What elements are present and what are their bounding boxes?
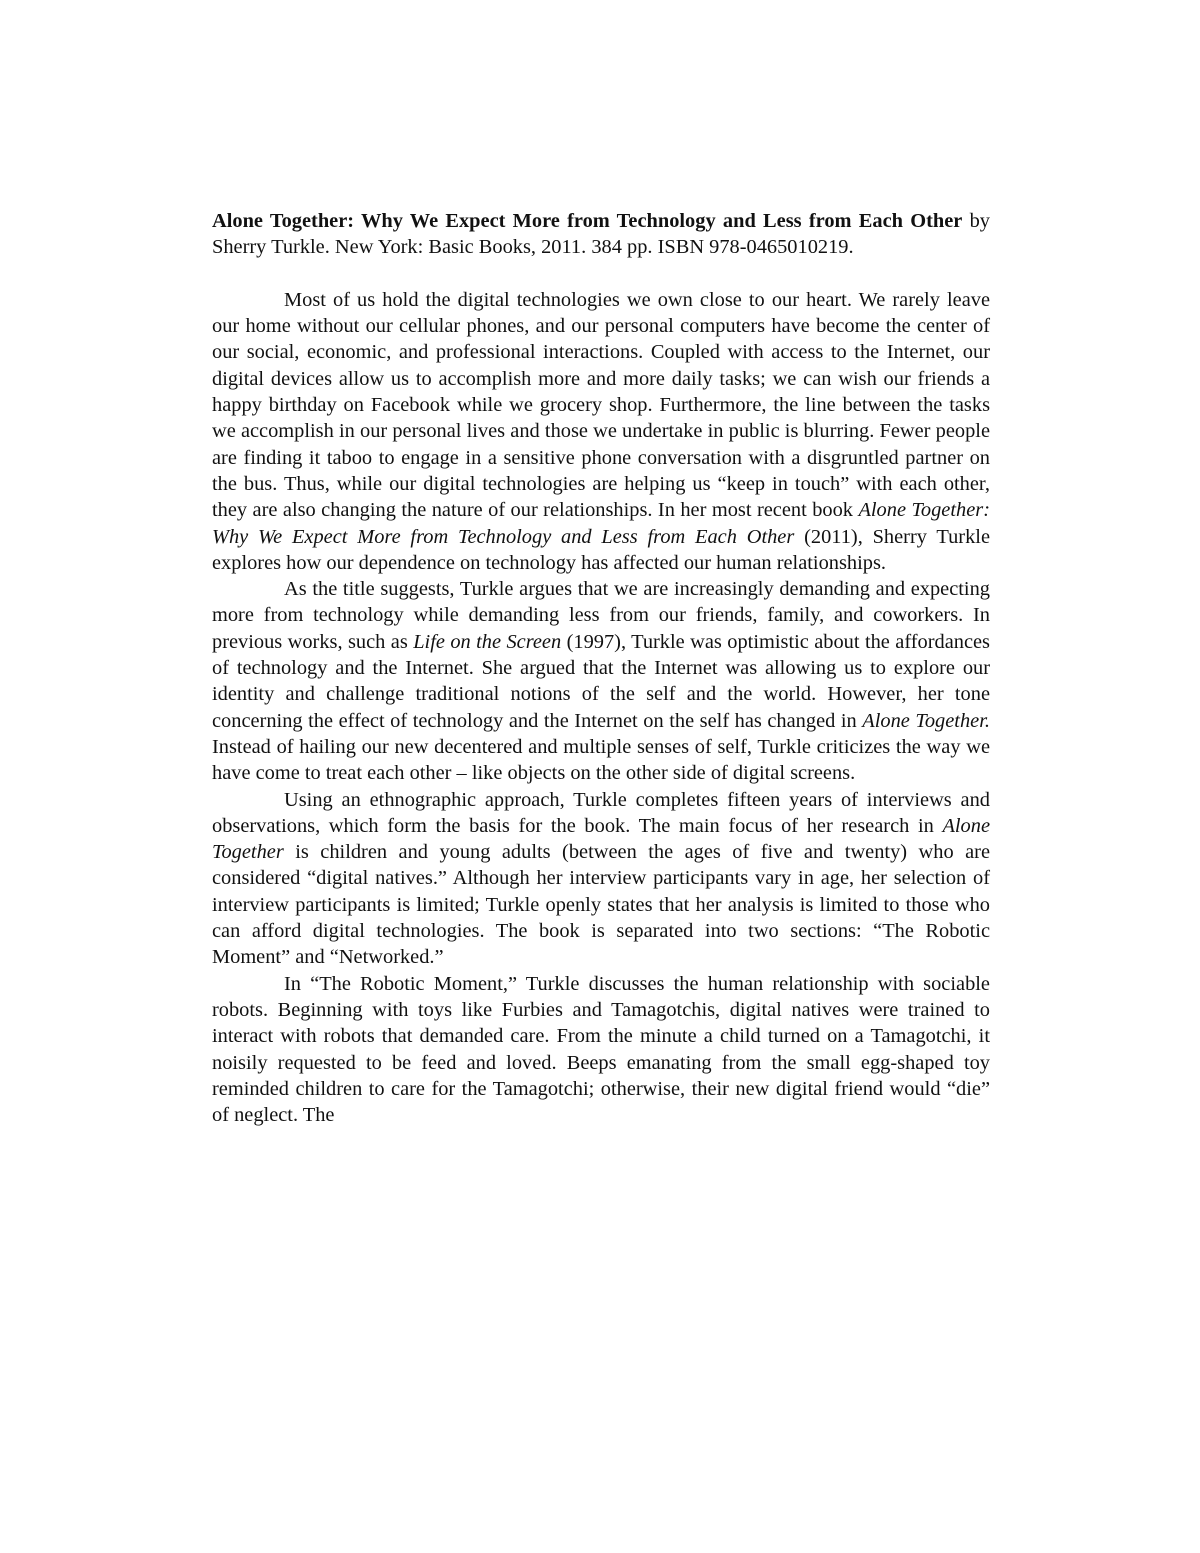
italic-book-title: Alone Together. bbox=[862, 709, 990, 732]
paragraph-text: Using an ethnographic approach, Turkle completes fifteen years of interviews and observations, which form the basis for the book. The main focus of her research in bbox=[212, 788, 990, 837]
paragraph-3 bbox=[212, 787, 990, 971]
citation-details: by Sherry Turkle. New York: Basic Books, 2011. 384 pp. ISBN 978-0465010219. bbox=[212, 210, 990, 259]
paragraph-2 bbox=[212, 576, 990, 786]
paragraph-4 bbox=[212, 971, 990, 1129]
book-review-text bbox=[212, 208, 990, 1128]
paragraph-text: (2011), Sherry Turkle explores how our dependence on technology has affected our human relationships. bbox=[212, 525, 991, 574]
paragraph-text: Instead of hailing our new decentered and multiple senses of self, Turkle criticizes the way we have come to treat each other – like objects on the other side of digital screens. bbox=[212, 735, 990, 785]
paragraph-text: Most of us hold the digital technologies we own close to our heart. We rarely leave our home without our cellular phones, and our personal computers have become the center of our social, economic, and professional interactions. Coupled with access to the Internet, our digital devices allow us to accomplish more and more daily tasks; we can wish our friends a happy birthday on Facebook while we grocery shop. Furthermore, the line between the tasks we accomplish in our personal lives and those we undertake in public is blurring. Fewer people are finding it taboo to engage in a sensitive phone conversation with a disgruntled partner on the bus. Thus, while our digital technologies are helping us “keep in touch” with each other, they are also changing the nature of our relationships. In her most recent book bbox=[212, 288, 990, 522]
italic-book-title: Life on the Screen bbox=[413, 630, 562, 653]
book-title: Alone Together: Why We Expect More from Technology and Less from Each Other bbox=[212, 210, 963, 232]
paragraph-text: In “The Robotic Moment,” Turkle discusses the human relationship with sociable robots. Beginning with toys like Furbies and Tamagotchis, digital natives were trained to interact with robots that demanded care. From the minute a child turned on a Tamagotchi, it noisily requested to be feed and loved. Beeps emanating from the small egg-shaped toy reminded children to care for the Tamagotchi; otherwise, their new digital friend would “die” of neglect. The bbox=[212, 972, 990, 1127]
paragraph-text: (1997), Turkle was optimistic about the affordances of technology and the Internet. She argued that the Internet was allowing us to explore our identity and challenge traditional notions of the self and the world. However, her tone concerning the effect of technology and the Internet on the self has changed in bbox=[212, 630, 990, 732]
paragraph-text: is children and young adults (between the ages of five and twenty) who are considered “digital natives.” Although her interview participants vary in age, her selection of interview participants is limited; Turkle openly states that her analysis is limited to those who can afford digital technologies. The book is separated into two sections: “The Robotic Moment” and “Networked.” bbox=[212, 841, 990, 969]
italic-book-title: Alone Together bbox=[212, 814, 990, 864]
paragraph-text: As the title suggests, Turkle argues that we are increasingly demanding and expecting more from technology while demanding less from our friends, family, and coworkers. In previous works, such as bbox=[212, 578, 990, 653]
italic-book-title: Alone Together: Why We Expect More from Technology and Less from Each Other bbox=[212, 499, 990, 548]
book-citation bbox=[212, 208, 990, 261]
paragraph-1 bbox=[212, 287, 990, 576]
